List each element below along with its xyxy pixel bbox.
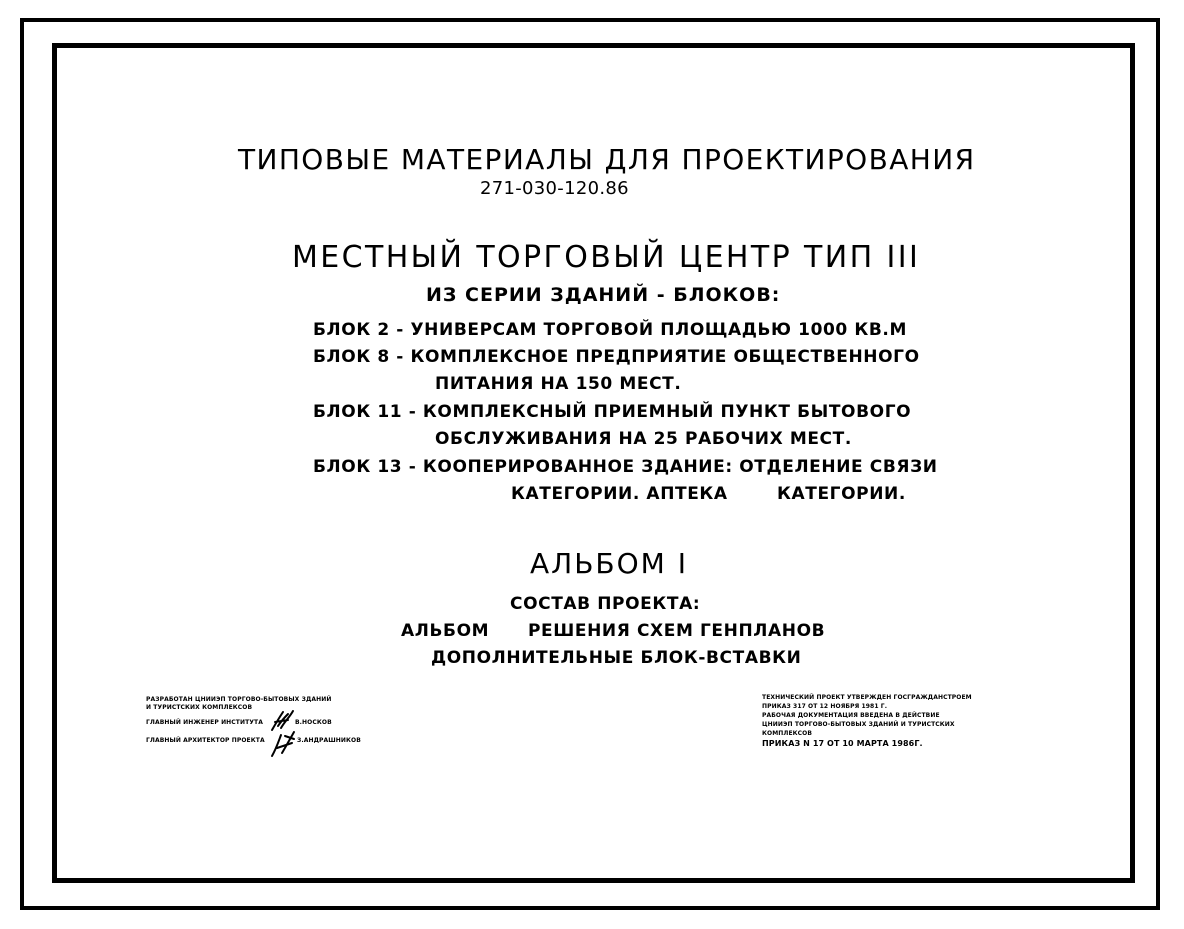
developer-line-2: И ТУРИСТСКИХ КОМПЛЕКСОВ <box>146 704 253 711</box>
chief-architect-role: ГЛАВНЫЙ АРХИТЕКТОР ПРОЕКТА <box>146 737 265 744</box>
block-13-description-line-2-part-1: КАТЕГОРИИ. АПТЕКА <box>511 484 728 504</box>
approval-line-5: КОМПЛЕКСОВ <box>762 730 813 737</box>
document-title-line-1: ТИПОВЫЕ МАТЕРИАЛЫ ДЛЯ ПРОЕКТИРОВАНИЯ <box>238 143 976 176</box>
block-11-description-line-2: ОБСЛУЖИВАНИЯ НА 25 РАБОЧИХ МЕСТ. <box>435 429 852 449</box>
approval-line-1: ТЕХНИЧЕСКИЙ ПРОЕКТ УТВЕРЖДЕН ГОСГРАЖДАНСТРОЕМ <box>762 694 972 701</box>
block-8-description-line-1: БЛОК 8 - КОМПЛЕКСНОЕ ПРЕДПРИЯТИЕ ОБЩЕСТВЕННОГО <box>313 347 920 367</box>
document-title-line-2: МЕСТНЫЙ ТОРГОВЫЙ ЦЕНТР ТИП III <box>292 240 921 275</box>
approval-line-3: РАБОЧАЯ ДОКУМЕНТАЦИЯ ВВЕДЕНА В ДЕЙСТВИЕ <box>762 712 940 719</box>
approval-line-2: ПРИКАЗ 317 ОТ 12 НОЯБРЯ 1981 Г. <box>762 703 888 710</box>
block-11-description-line-1: БЛОК 11 - КОМПЛЕКСНЫЙ ПРИЕМНЫЙ ПУНКТ БЫТОВОГО <box>313 402 912 422</box>
composition-line-1-part-2: РЕШЕНИЯ СХЕМ ГЕНПЛАНОВ <box>528 621 826 641</box>
block-8-description-line-2: ПИТАНИЯ НА 150 МЕСТ. <box>435 374 682 394</box>
composition-heading: СОСТАВ ПРОЕКТА: <box>510 594 701 614</box>
block-2-description: БЛОК 2 - УНИВЕРСАМ ТОРГОВОЙ ПЛОЩАДЬЮ 1000 КВ.М <box>313 320 907 340</box>
block-13-description-line-2-part-2: КАТЕГОРИИ. <box>777 484 906 504</box>
approval-line-4: ЦНИИЭП ТОРГОВО-БЫТОВЫХ ЗДАНИЙ И ТУРИСТСКИХ <box>762 721 955 728</box>
approval-line-6: ПРИКАЗ N 17 ОТ 10 МАРТА 1986Г. <box>762 739 923 748</box>
developer-line-1: РАЗРАБОТАН ЦНИИЭП ТОРГОВО-БЫТОВЫХ ЗДАНИЙ <box>146 696 332 703</box>
composition-line-2: ДОПОЛНИТЕЛЬНЫЕ БЛОК-ВСТАВКИ <box>431 648 802 668</box>
chief-engineer-name: В.НОСКОВ <box>295 719 332 726</box>
composition-line-1-part-1: АЛЬБОМ <box>401 621 490 641</box>
chief-engineer-role: ГЛАВНЫЙ ИНЖЕНЕР ИНСТИТУТА <box>146 719 263 726</box>
chief-architect-name: З.АНДРАШНИКОВ <box>297 737 361 744</box>
architect-signature-icon <box>268 729 298 759</box>
series-code: 271-030-120.86 <box>480 178 629 199</box>
album-title: АЛЬБОМ I <box>530 547 688 580</box>
document-subtitle: ИЗ СЕРИИ ЗДАНИЙ - БЛОКОВ: <box>426 284 781 306</box>
block-13-description-line-1: БЛОК 13 - КООПЕРИРОВАННОЕ ЗДАНИЕ: ОТДЕЛЕНИЕ СВЯЗИ <box>313 457 938 477</box>
